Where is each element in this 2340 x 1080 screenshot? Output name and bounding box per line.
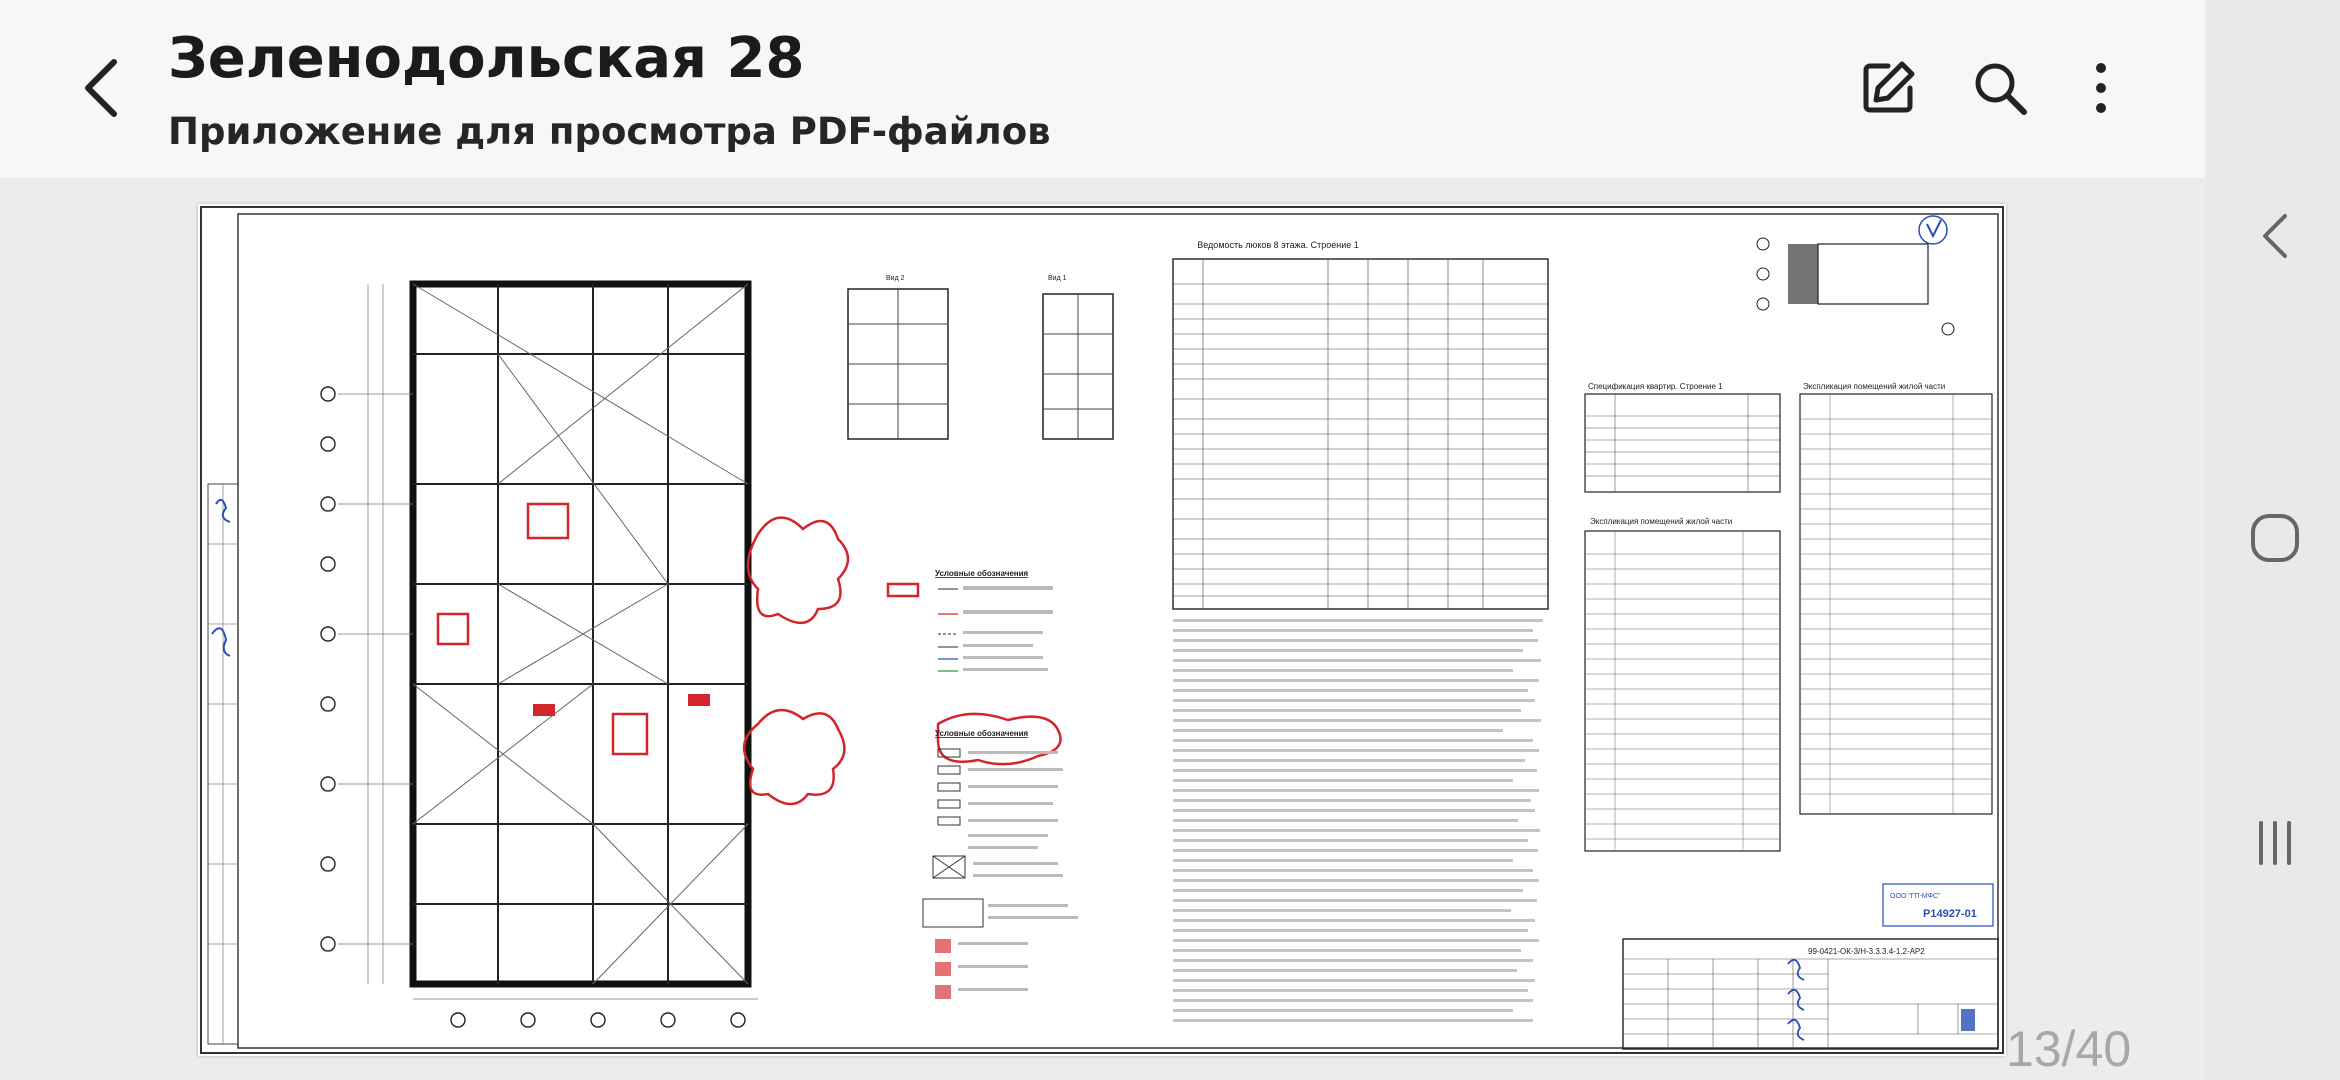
table-rooms-title-2: Экспликация помещений жилой части — [1803, 382, 1946, 391]
chevron-left-icon[interactable] — [78, 56, 128, 120]
app-header — [0, 0, 2205, 178]
edit-icon[interactable] — [1858, 58, 1918, 118]
sheet-code: 99-0421-ОК-3/Н-3.3.3.4-1.2-АР2 — [1808, 947, 1925, 956]
table-rooms-title-1: Экспликация помещений жилой части — [1590, 517, 1733, 526]
architectural-drawing — [198, 204, 2006, 1056]
nav-back-icon[interactable] — [2247, 208, 2303, 264]
document-title: Зеленодольская 28 — [168, 26, 805, 91]
pdf-page[interactable] — [198, 204, 2132, 1077]
view-label-2: Вид 2 — [886, 275, 905, 282]
table-flats-title: Спецификация квартир. Строение 1 — [1588, 382, 1723, 391]
more-vertical-icon[interactable] — [2078, 58, 2124, 118]
company-name: ООО "ГП-МФС" — [1890, 893, 1941, 900]
pdf-viewport[interactable] — [0, 178, 2205, 1080]
table-leaks-title: Ведомость люков 8 этажа. Строение 1 — [1197, 240, 1359, 250]
legend-title-1: Условные обозначения — [935, 569, 1029, 578]
page-indicator: 13/40 — [2006, 1021, 2132, 1077]
app-subtitle: Приложение для просмотра PDF-файлов — [168, 110, 1051, 153]
system-navigation-bar — [2205, 0, 2340, 1080]
search-icon[interactable] — [1970, 58, 2030, 118]
stamp-number: Р14927-01 — [1923, 908, 1977, 920]
view-label-1: Вид 1 — [1048, 275, 1067, 282]
nav-home-icon[interactable] — [2247, 510, 2303, 566]
nav-recent-icon[interactable] — [2247, 815, 2303, 871]
legend-title-2: Условные обозначения — [935, 729, 1029, 738]
